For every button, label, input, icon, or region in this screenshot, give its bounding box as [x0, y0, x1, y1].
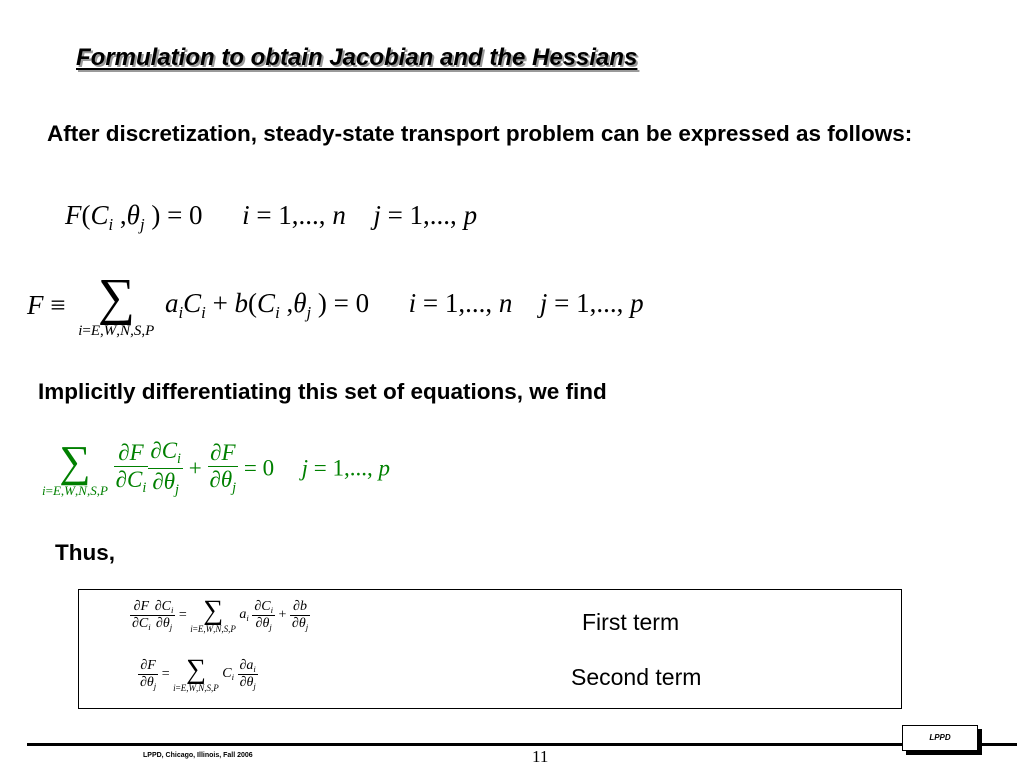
footer-rule [27, 743, 1017, 746]
equation-first-term: $\frac{\partial F}{\partial C_i}$ $\frac{\partial C_i}{\partial\theta_j}$ = ∑ i=E,W,N,S,P $a_i$ $\frac{\partial C_i}{\partial\theta_j}$ + $\frac{\partial b}{\partial\theta_j}$ [132, 595, 309, 634]
second-term-label: Second term [571, 664, 702, 690]
differentiating-text: Implicitly differentiating this set of equations, we find [38, 379, 607, 404]
intro-text: After discretization, steady-state transport problem can be expressed as follows: [47, 121, 913, 146]
equation-summation-definition: F ≡ ∑ i=E,W,N,S,P $a_iC_i + b(C_i$ $,\theta_j$ ) = 0 i = 1,..., n j = 1,..., p [27, 269, 644, 339]
first-term-label: First term [582, 609, 680, 635]
thus-text: Thus, [55, 540, 115, 565]
footer-text: LPPD, Chicago, Illinois, Fall 2006 [143, 752, 253, 759]
equation-second-term: $\frac{\partial F}{\partial\theta_j}$ = ∑ i=E,W,N,S,P $C_i$ $\frac{\partial a_i}{\partial\theta_j}$ [140, 654, 256, 693]
page-number: 11 [532, 747, 549, 766]
lppd-badge: LPPD [902, 725, 978, 751]
equation-implicit-derivative: ∑ i=E,W,N,S,P $\frac{\partial F}{\partial C_i}$ $\frac{\partial C_i}{\partial\theta_j}$ + $\frac{\partial F}{\partial\theta_j}$ = 0 j = 1,..., p [42, 436, 390, 498]
equation-residual: $F(C_i$ $,\theta_j$ ) = 0 i = 1,..., n j = 1,..., p [65, 200, 478, 234]
slide-title: Formulation to obtain Jacobian and the Hessians [76, 44, 638, 71]
